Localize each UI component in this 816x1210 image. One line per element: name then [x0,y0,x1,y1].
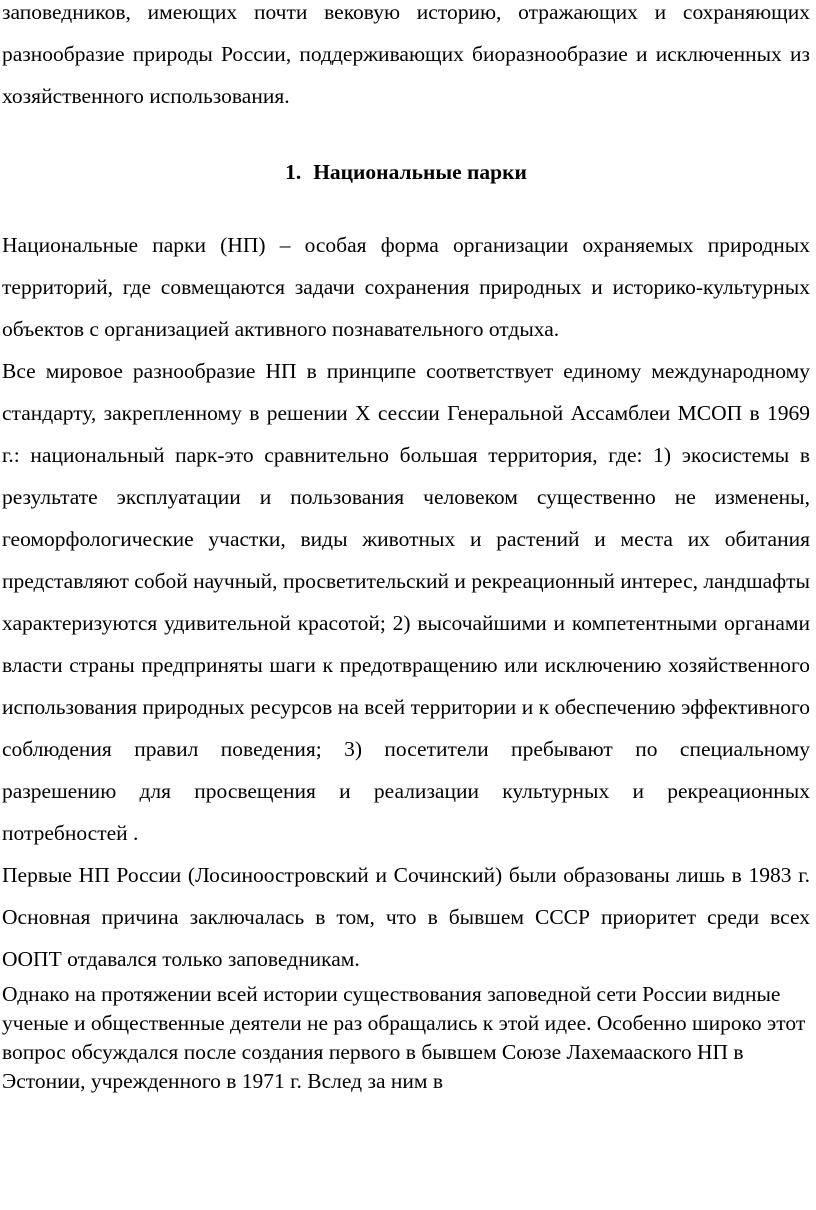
section-title: Национальные парки [313,160,527,184]
paragraph-definition: Национальные парки (НП) – особая форма организации охраняемых природных территорий, где совмещаются задачи сохранения природных и историко-культурных объектов с организацией активного познавательного отдыха. [2,233,810,341]
paragraph-history: Однако на протяжении всей истории существования заповедной сети России видные ученые и общественные деятели не раз обращались к этой идее. Особенно широко этот вопрос обсуждался после создания первого в бывшем Союзе Лахемааского НП в Эстонии, учрежденного в 1971 г. Вслед за ним в [2,982,806,1093]
section-heading [2,151,810,193]
paragraph-continued: заповедников, имеющих почти вековую историю, отражающих и сохраняющих разнообразие природы России, поддерживающих биоразнообразие и исключенных из хозяйственного использования. [2,0,810,108]
paragraph-iucn-standard: Все мировое разнообразие НП в принципе соответствует единому международному стандарту, закрепленному в решении X сессии Генеральной Ассамблеи МСОП в 1969 г.: национальный парк-это сравнительно большая территория, где: 1) экосистемы в результате эксплуатации и пользования человеком существенно не изменены, геоморфологические участки, виды животных и растений и места их обитания представляют собой научный, просветительский и рекреационный интерес, ландшафты характеризуются удивительной красотой; 2) высочайшими и компетентными органами власти страны предприняты шаги к предотвращению или исключению хозяйственного использования природных ресурсов на всей территории и к обеспечению эффективного соблюдения правил поведения; 3) посетители пребывают по специальному разрешению для просвещения и реализации культурных и рекреационных потребностей . [2,359,810,845]
section-number: 1. [285,160,302,184]
paragraph-first-parks: Первые НП России (Лосиноостровский и Сочинский) были образованы лишь в 1983 г. Основная причина заключалась в том, что в бывшем СССР приоритет среди всех ООПТ отдавался только заповедникам. [2,863,810,971]
